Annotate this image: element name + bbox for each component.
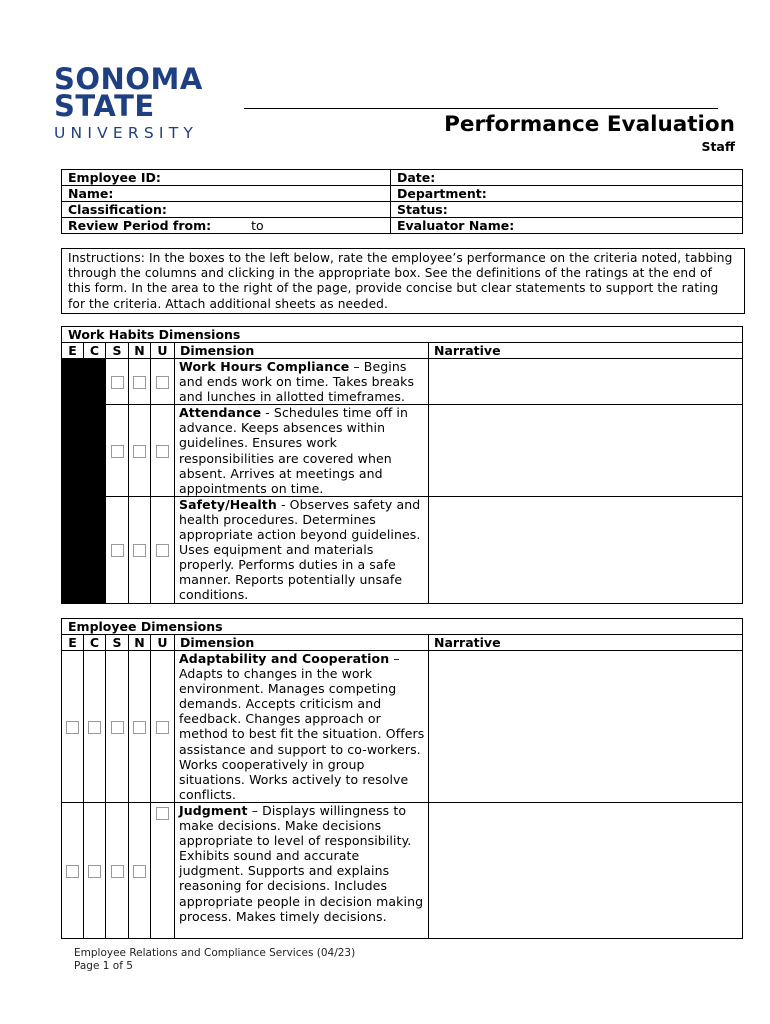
col-u: U: [151, 635, 175, 651]
rating-e-checkbox[interactable]: [66, 865, 79, 878]
dimension-description: [175, 496, 429, 603]
rating-n-checkbox[interactable]: [133, 445, 146, 458]
col-c: C: [84, 343, 106, 359]
dimension-name: Attendance: [179, 405, 262, 421]
rating-c-checkbox[interactable]: [88, 721, 101, 734]
narrative-field[interactable]: [429, 405, 743, 497]
rating-n-checkbox[interactable]: [133, 865, 146, 878]
col-n: N: [129, 343, 151, 359]
employee-id-label: Employee ID:: [68, 170, 161, 185]
col-narrative: Narrative: [429, 635, 743, 651]
rating-c-checkbox[interactable]: [88, 865, 101, 878]
rating-u-checkbox[interactable]: [156, 807, 169, 820]
col-e: E: [62, 343, 84, 359]
dimension-text: – Adapts to changes in the work environment. Manages competing demands. Accepts criticism and feedback. Changes approach or method to best fit the situation. Offers assistance and support to co-workers. Works cooperatively in group situations. Works actively to resolve conflicts.: [179, 651, 425, 802]
table-row: [62, 496, 743, 603]
rating-s-checkbox[interactable]: [111, 865, 124, 878]
footer-department: Employee Relations and Compliance Services (04/23): [74, 947, 356, 959]
rating-n-checkbox[interactable]: [133, 721, 146, 734]
rating-u-checkbox[interactable]: [156, 544, 169, 557]
dimension-name: Safety/Health: [179, 496, 277, 512]
dimension-name: Judgment: [179, 803, 248, 818]
rating-s-checkbox[interactable]: [111, 721, 124, 734]
rating-u-checkbox[interactable]: [156, 445, 169, 458]
rating-u-checkbox[interactable]: [156, 376, 169, 389]
rating-e-checkbox[interactable]: [66, 721, 79, 734]
dimension-name: Work Hours Compliance: [179, 359, 350, 374]
dimension-description: [175, 359, 429, 405]
page-subtitle: Staff: [701, 139, 735, 154]
col-s: S: [106, 635, 129, 651]
rating-e-cell: [62, 359, 84, 405]
table-row: [62, 359, 743, 405]
table-row: [62, 405, 743, 497]
footer-page-number: Page 1 of 5: [74, 960, 133, 972]
rating-c-cell: [84, 359, 106, 405]
dimension-text: – Displays willingness to make decisions. Make decisions appropriate to level of responsibility. Exhibits sound and accurate judgment. Supports and explains reasoning for decisions. Includes appropriate people in decision making process. Makes timely decisions.: [179, 803, 424, 924]
col-dimension: Dimension: [175, 635, 429, 651]
rating-u-checkbox[interactable]: [156, 721, 169, 734]
rating-e-cell: [62, 496, 84, 603]
logo-line-2: STATE: [54, 89, 155, 123]
dimension-text: – Begins and ends work on time. Takes breaks and lunches in allotted timeframes.: [179, 359, 415, 405]
rating-n-checkbox[interactable]: [133, 376, 146, 389]
employee-id-field[interactable]: [62, 170, 391, 186]
header-rule: [244, 108, 718, 109]
instructions-box: Instructions: In the boxes to the left below, rate the employee’s performance on the criteria noted, tabbing through the columns and clicking in the appropriate box. See the definitions of the ratings at the end of this form. In the area to the right of the page, provide concise but clear statements to support the rating for the criteria. Attach additional sheets as needed.: [61, 248, 745, 314]
narrative-field[interactable]: [429, 803, 743, 939]
department-field[interactable]: [391, 186, 743, 202]
date-label: Date:: [397, 170, 436, 185]
employee-dimensions-table: [61, 618, 743, 939]
rating-c-cell: [84, 496, 106, 603]
work-habits-title: Work Habits Dimensions: [62, 327, 743, 343]
dimension-description: [175, 803, 429, 939]
employee-dimensions-title: Employee Dimensions: [62, 619, 743, 635]
department-label: Department:: [397, 186, 487, 201]
narrative-field[interactable]: [429, 496, 743, 603]
narrative-field[interactable]: [429, 651, 743, 803]
work-habits-table: [61, 326, 743, 604]
evaluator-name-field[interactable]: [391, 218, 743, 234]
review-period-to: to: [251, 218, 264, 233]
name-label: Name:: [68, 186, 114, 201]
rating-s-checkbox[interactable]: [111, 376, 124, 389]
rating-n-checkbox[interactable]: [133, 544, 146, 557]
status-label: Status:: [397, 202, 448, 217]
table-row: [62, 651, 743, 803]
narrative-field[interactable]: [429, 359, 743, 405]
evaluator-name-label: Evaluator Name:: [397, 218, 515, 233]
name-field[interactable]: [62, 186, 391, 202]
dimension-description: [175, 651, 429, 803]
dimension-description: [175, 405, 429, 497]
col-u: U: [151, 343, 175, 359]
page-footer: [74, 947, 355, 973]
table-row: [62, 803, 743, 939]
col-dimension: Dimension: [175, 343, 429, 359]
status-field[interactable]: [391, 202, 743, 218]
dimension-name: Adaptability and Cooperation: [179, 651, 390, 666]
classification-label: Classification:: [68, 202, 167, 217]
rating-c-cell: [84, 405, 106, 497]
sonoma-state-logo: [54, 62, 203, 144]
date-field[interactable]: [391, 170, 743, 186]
dimension-text: - Observes safety and health procedures. Determines appropriate action beyond guidelines. Uses equipment and materials properly. Performs duties in a safe manner. Reports potentially unsafe conditions.: [179, 496, 421, 603]
logo-line-1: SONOMA: [54, 62, 203, 96]
review-period-label: Review Period from:: [68, 218, 212, 233]
col-s: S: [106, 343, 129, 359]
rating-s-checkbox[interactable]: [111, 445, 124, 458]
logo-line-3: UNIVERSITY: [54, 124, 199, 142]
rating-s-checkbox[interactable]: [111, 544, 124, 557]
employee-info-table: [61, 169, 743, 234]
col-n: N: [129, 635, 151, 651]
page-title: Performance Evaluation: [444, 112, 735, 137]
dimension-text: - Schedules time off in advance. Keeps absences within guidelines. Ensures work responsibilities are covered when absent. Arrives at meetings and appointments on time.: [179, 405, 408, 496]
col-c: C: [84, 635, 106, 651]
rating-e-cell: [62, 405, 84, 497]
review-period-field[interactable]: [62, 218, 391, 234]
classification-field[interactable]: [62, 202, 391, 218]
col-narrative: Narrative: [429, 343, 743, 359]
col-e: E: [62, 635, 84, 651]
